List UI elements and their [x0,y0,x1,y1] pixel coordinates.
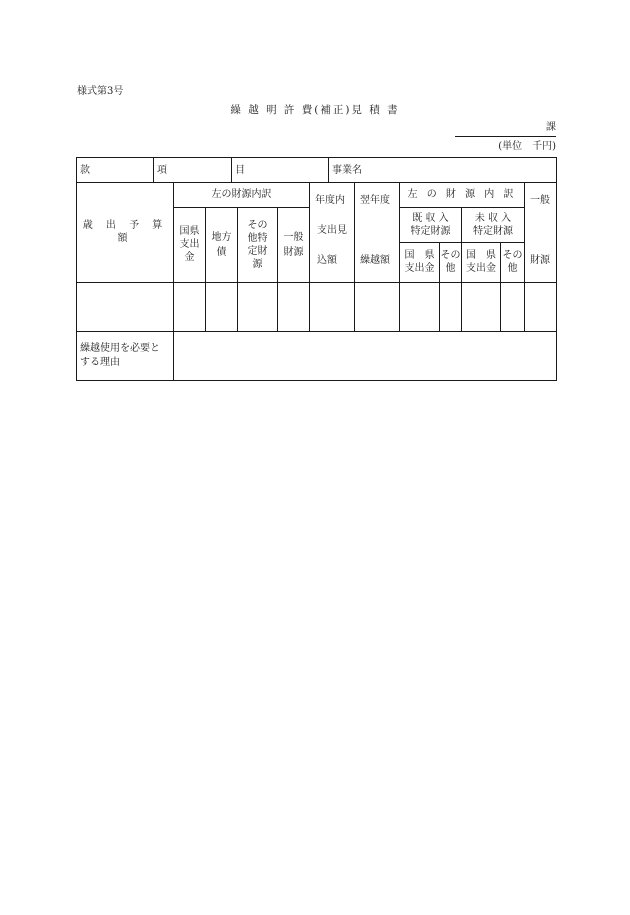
unit-open: (単位 [498,141,523,152]
sonota-tokutei-label: その 他特 定財 源 [247,219,268,270]
kuni-ken-shishutsu-a-label: 国 県 支出金 [404,250,435,274]
reason-input-cell[interactable] [174,332,556,380]
kuni-ken-cell[interactable] [174,283,205,331]
yokunendo-label-a: 翌年度 [360,195,390,206]
jigyou-label: 事業名 [332,165,362,176]
mi-kuni-ken-cell[interactable] [462,283,500,331]
chihousai-cell[interactable] [206,283,237,331]
ippan-label-a: 一般 [530,195,550,206]
document-title: 繰 越 明 許 費(補正)見 積 書 [230,104,400,116]
budget-amount-cell[interactable] [77,283,173,331]
budget-label: 歳 出 予 算 額 [82,220,168,244]
nendonai-label-a: 年度内 [315,195,345,206]
left-breakdown-label: 左の財源内訳 [211,189,272,200]
nendonai-label-b: 支出見 [317,225,347,236]
form-number: 様式第3号 [77,86,124,97]
kan-label: 款 [80,165,90,176]
mi-sonota-cell[interactable] [501,283,524,331]
row1-divider-1 [153,157,154,183]
left-zaigen-label: 左 の 財 源 内 訳 [407,189,517,200]
section-label: 課 [546,122,556,133]
yokunendo-cell[interactable] [355,283,399,331]
nendonai-cell[interactable] [310,283,354,331]
ippan-cell[interactable] [525,283,556,331]
kou-label: 項 [157,165,167,176]
row1-divider-2 [231,157,232,183]
sonota-tokutei-cell[interactable] [238,283,277,331]
chihousai-label: 地方 債 [211,231,232,258]
ki-shuunyuu-label: 既 収 入 特定財源 [410,212,451,237]
row1-divider-3 [328,157,329,183]
reason-label: 繰越使用を必要と する理由 [80,343,160,368]
nendonai-label-c: 込額 [317,255,337,266]
ippan-zaigen-cell[interactable] [278,283,309,331]
ki-sonota-cell[interactable] [440,283,461,331]
kuni-ken-shishutsu-b-label: 国 県 支出金 [466,250,496,274]
unit-value: 千円) [532,141,556,152]
sonota-a-label: その 他 [440,250,461,274]
moku-label: 目 [235,165,245,176]
ki-kuni-ken-cell[interactable] [400,283,439,331]
yokunendo-label-b: 繰越額 [360,255,390,266]
kuni-ken-label: 国県 支出 金 [179,226,200,263]
sonota-b-label: その 他 [502,250,523,274]
ippan-zaigen-label: 一般 財源 [283,231,304,258]
mi-shuunyuu-label: 未 収 入 特定財源 [473,212,513,237]
ippan-label-b: 財源 [530,255,550,266]
